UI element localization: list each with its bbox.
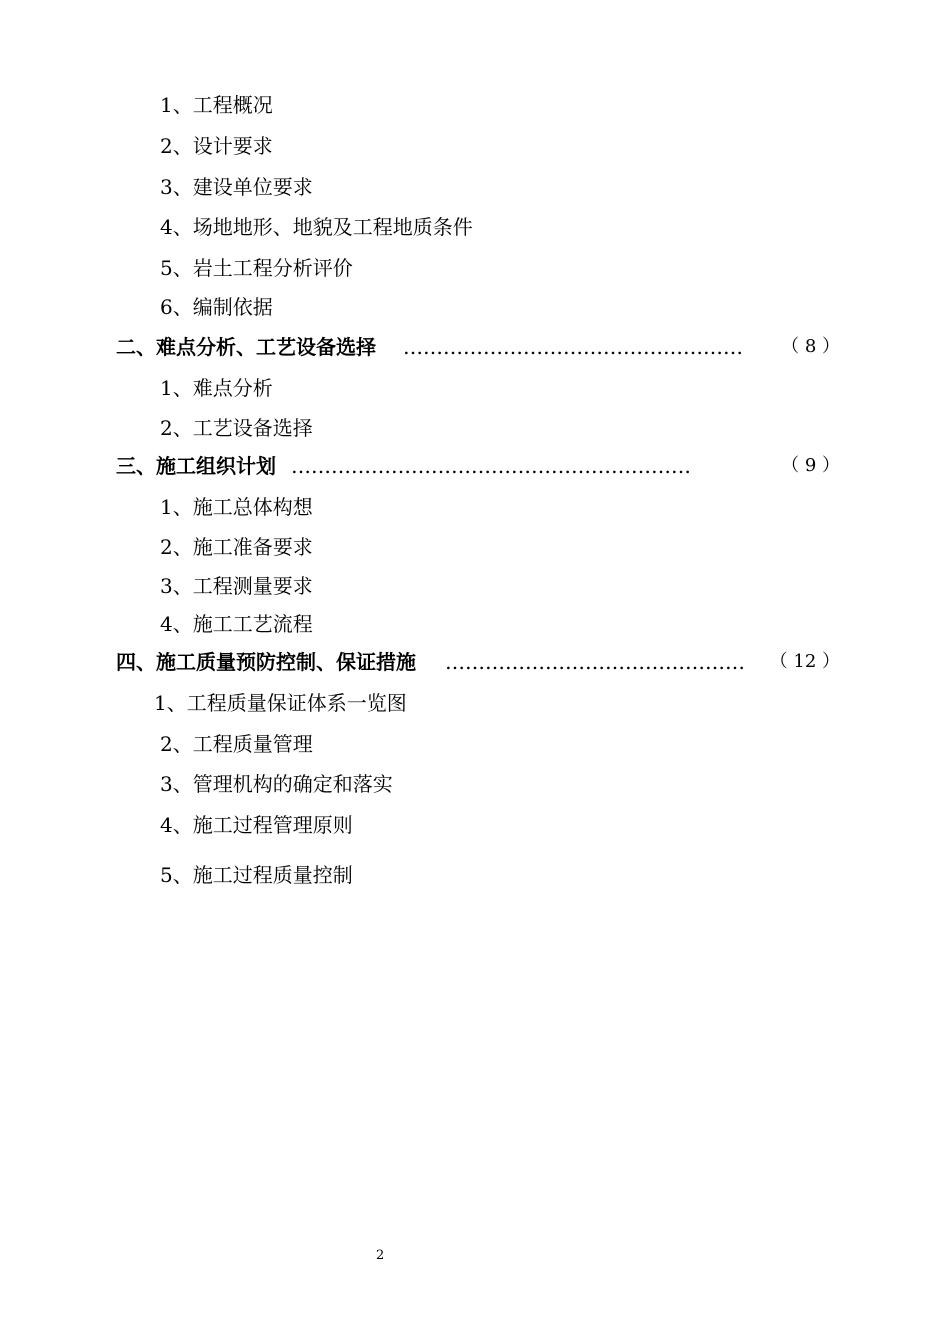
toc-section-2-page: （ 8 ） [781, 336, 840, 357]
toc-item-3-4: 4、施工工艺流程 [160, 612, 313, 636]
toc-item-4-1: 1、工程质量保证体系一览图 [154, 691, 407, 715]
toc-item-3-1: 1、施工总体构想 [160, 495, 313, 519]
page-number: 2 [376, 1248, 385, 1263]
toc-item-4-5: 5、施工过程质量控制 [160, 863, 353, 887]
toc-item-1-5: 5、岩土工程分析评价 [160, 256, 353, 280]
toc-item-3-3: 3、工程测量要求 [160, 574, 313, 598]
toc-section-4 [116, 649, 840, 675]
toc-section-3 [116, 453, 840, 479]
toc-section-2 [116, 334, 840, 360]
toc-section-3-title: 三、施工组织计划 [116, 454, 276, 478]
toc-item-2-1: 1、难点分析 [160, 376, 273, 400]
toc-item-2-2: 2、工艺设备选择 [160, 416, 313, 440]
toc-item-1-2: 2、设计要求 [160, 134, 273, 158]
toc-item-4-2: 2、工程质量管理 [160, 732, 313, 756]
toc-section-2-leader: …………………………………………… [403, 335, 743, 359]
toc-section-2-title: 二、难点分析、工艺设备选择 [116, 335, 376, 359]
toc-item-1-3: 3、建设单位要求 [160, 175, 313, 199]
toc-section-4-leader: ……………………………………… [445, 650, 745, 674]
toc-section-4-page: （ 12 ） [769, 651, 840, 672]
toc-item-4-4: 4、施工过程管理原则 [160, 813, 353, 837]
toc-item-4-3: 3、管理机构的确定和落实 [160, 772, 393, 796]
toc-section-3-page: （ 9 ） [781, 455, 840, 476]
toc-section-3-leader: …………………………………………………… [291, 454, 691, 478]
toc-item-3-2: 2、施工准备要求 [160, 535, 313, 559]
toc-item-1-4: 4、场地地形、地貌及工程地质条件 [160, 215, 473, 239]
toc-section-4-title: 四、施工质量预防控制、保证措施 [116, 650, 416, 674]
toc-item-1-6: 6、编制依据 [160, 295, 273, 319]
toc-item-1-1: 1、工程概况 [160, 93, 273, 117]
